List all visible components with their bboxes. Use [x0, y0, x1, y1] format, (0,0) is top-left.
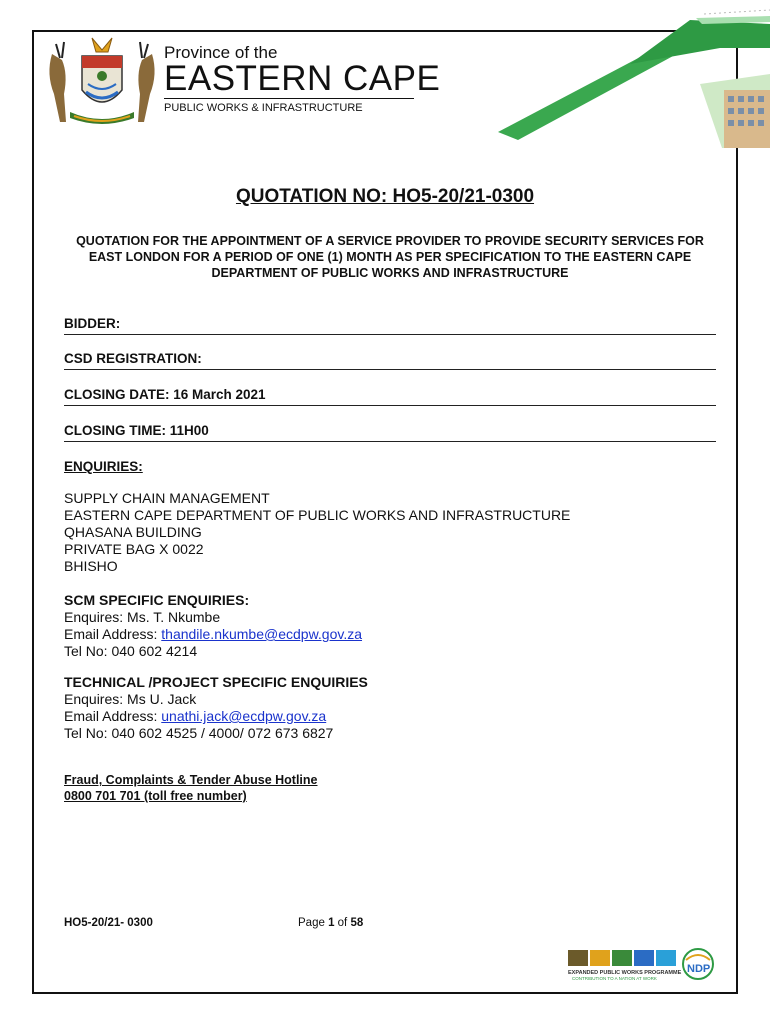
department-name: PUBLIC WORKS & INFRASTRUCTURE [164, 102, 363, 114]
closing-time-field: CLOSING TIME: 11H00 [64, 423, 716, 442]
scm-contact: Enquires: Ms. T. Nkumbe [64, 609, 221, 625]
address-line: BHISHO [64, 558, 118, 574]
quotation-description: QUOTATION FOR THE APPOINTMENT OF A SERVICE PROVIDER TO PROVIDE SECURITY SERVICES FOR EAST LONDON FOR A PERIOD OF ONE (1) MONTH AS PER SPECIFICATION TO THE EASTERN CAPE DEPARTMENT OF PUBLIC WORKS AND INFRASTRUCTURE [76, 234, 704, 280]
epwp-ndp-logo [566, 948, 716, 984]
province-label: Province of the [164, 43, 278, 62]
csd-registration-field: CSD REGISTRATION: [64, 351, 716, 370]
ndp-text: NDP [687, 963, 711, 975]
technical-enquiries-block [64, 674, 368, 742]
address-line: SUPPLY CHAIN MANAGEMENT [64, 490, 270, 506]
technical-heading: TECHNICAL /PROJECT SPECIFIC ENQUIRIES [64, 674, 368, 690]
page-number: 1 [328, 917, 335, 929]
hotline-block [64, 772, 318, 804]
header-rule [164, 98, 414, 99]
quotation-number-title: QUOTATION NO: HO5-20/21-0300 [235, 186, 535, 207]
department-header [164, 44, 440, 115]
decorative-banner-graphic [490, 8, 770, 148]
epwp-text: EXPANDED PUBLIC WORKS PROGRAMME [568, 970, 682, 976]
scm-email-line [64, 626, 362, 643]
bidder-field: BIDDER: [64, 316, 716, 335]
email-label: Email Address: [64, 626, 162, 642]
coat-of-arms-logo [42, 34, 162, 126]
address-line: PRIVATE BAG X 0022 [64, 541, 204, 557]
closing-date-field: CLOSING DATE: 16 March 2021 [64, 387, 716, 406]
org-name: EASTERN CAPE [164, 59, 441, 98]
page-label: Page [298, 917, 329, 929]
page-total: 58 [350, 917, 364, 929]
page-indicator [298, 917, 363, 929]
technical-contact: Enquires: Ms U. Jack [64, 691, 197, 707]
technical-email-line [64, 708, 368, 725]
technical-tel: Tel No: 040 602 4525 / 4000/ 072 673 6827 [64, 725, 334, 741]
page-of: of [334, 917, 351, 929]
footer-reference: HO5-20/21- 0300 [64, 917, 153, 929]
hotline-number: 0800 701 701 (toll free number) [64, 789, 247, 803]
epwp-tagline: CONTRIBUTION TO A NATION AT WORK [572, 976, 657, 981]
scm-heading: SCM SPECIFIC ENQUIRIES: [64, 592, 250, 608]
address-line: QHASANA BUILDING [64, 524, 202, 540]
email-label: Email Address: [64, 708, 162, 724]
enquiries-heading: ENQUIRIES: [64, 459, 143, 474]
address-line: EASTERN CAPE DEPARTMENT OF PUBLIC WORKS AND INFRASTRUCTURE [64, 507, 571, 523]
scm-enquiries-block [64, 592, 362, 660]
technical-email-link[interactable]: unathi.jack@ecdpw.gov.za [161, 708, 327, 724]
scm-tel: Tel No: 040 602 4214 [64, 643, 198, 659]
scm-email-link[interactable]: thandile.nkumbe@ecdpw.gov.za [161, 626, 363, 642]
hotline-title: Fraud, Complaints & Tender Abuse Hotline [64, 773, 318, 787]
enquiries-address [64, 490, 570, 575]
